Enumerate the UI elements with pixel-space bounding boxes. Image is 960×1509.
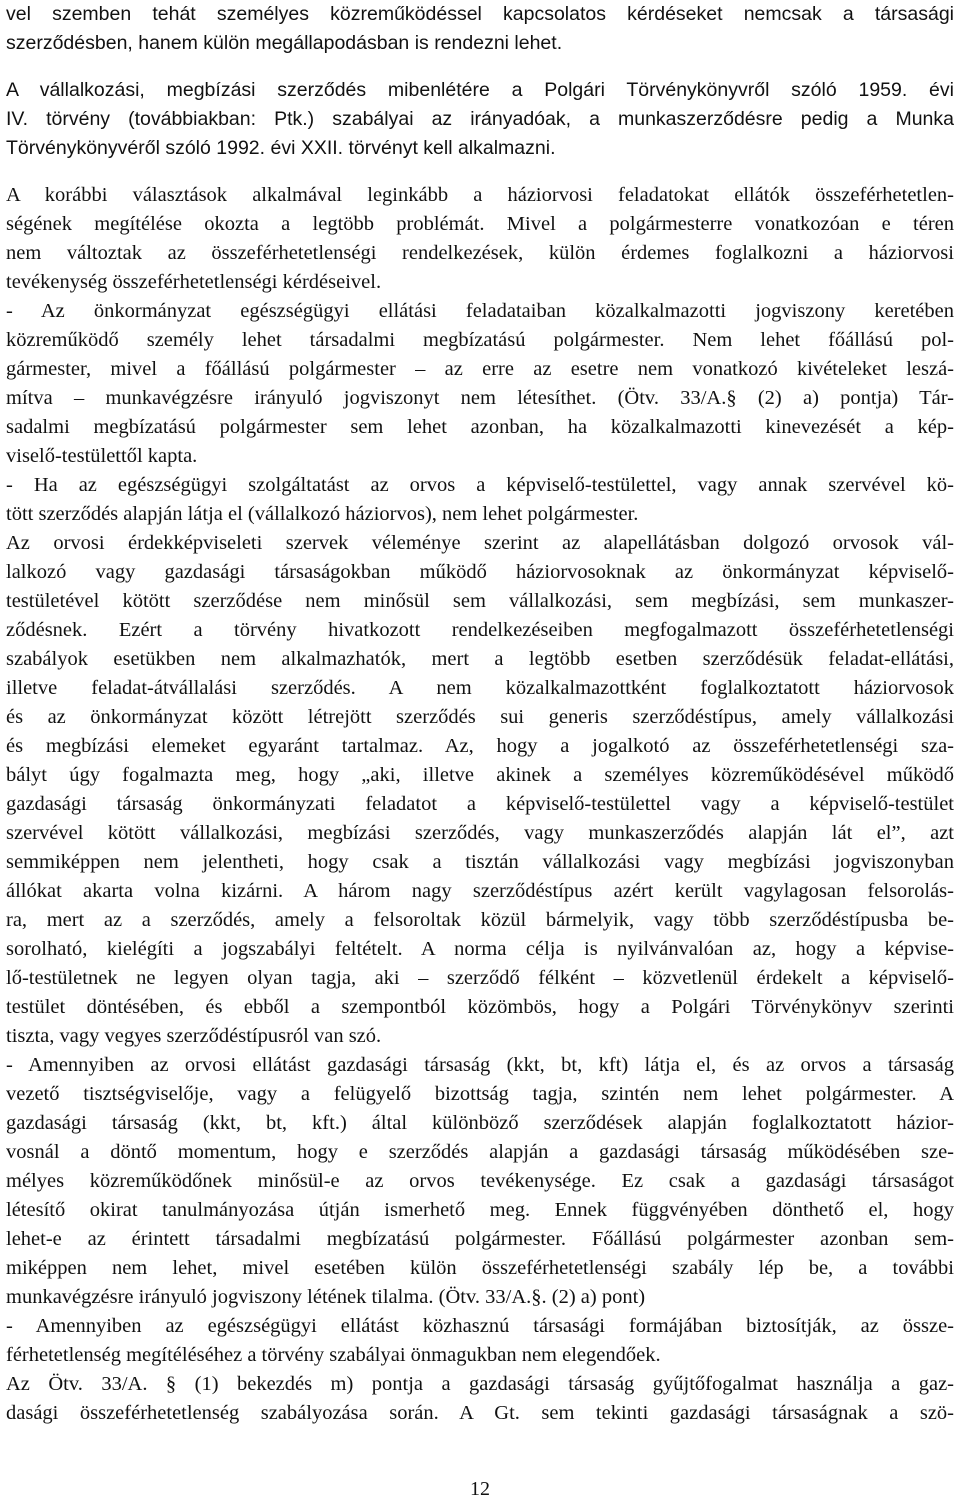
paragraph-p3: [6, 181, 954, 1428]
text-line: és az önkormányzat között létrejött szerződés sui generis szerződéstípus, amely vállalkozási: [6, 706, 954, 728]
text-line: munkavégzésre irányuló jogviszony létének tilalma. (Ötv. 33/A.§. (2) a) pont): [6, 1286, 646, 1308]
text-line: mélyes közreműködőnek minősül-e az orvos tevékenysége. Ez csak a gazdasági társaságot: [6, 1170, 954, 1192]
text-line: tevékenység összeférhetetlenségi kérdéseivel.: [6, 271, 382, 293]
paragraph-p2: [6, 76, 954, 163]
text-line: vezető tisztségviselője, vagy a felügyelő bizottság tagja, szintén nem lehet polgármester. A: [6, 1083, 954, 1105]
text-line: Törvénykönyvéről szóló 1992. évi XXII. törvényt kell alkalmazni.: [6, 137, 556, 159]
text-line: sorolható, kielégíti a jogszabályi feltételt. A norma célja is nyilvánvalóan az, hogy a képvise-: [6, 938, 954, 960]
text-line: viselő-testülettől kapta.: [6, 445, 198, 467]
document-body: [6, 0, 954, 1428]
text-line: - Ha az egészségügyi szolgáltatást az orvos a képviselő-testülettel, vagy annak szervével kö-: [6, 474, 954, 496]
text-line: nem változtak az összeférhetetlenségi rendelkezések, külön érdemes foglalkozni a háziorvosi: [6, 242, 954, 264]
text-line: lő-testületnek ne legyen olyan tagja, aki – szerződő félként – közvetlenül érdekelt a képviselő-: [6, 967, 954, 989]
text-line: szerződésben, hanem külön megállapodásban is rendezni lehet.: [6, 32, 563, 54]
paragraph-p1: [6, 0, 954, 58]
text-line: A korábbi választások alkalmával leginkább a háziorvosi feladatokat ellátók összeférhetetlen-: [6, 184, 954, 206]
text-line: ra, mert az a szerződés, amely a felsoroltak közül bármelyik, vagy több szerződéstípusba be-: [6, 909, 954, 931]
text-line: lalkozó vagy gazdasági társaságokban működő háziorvosoknak az önkormányzat képviselő-: [6, 561, 954, 583]
text-line: - Az önkormányzat egészségügyi ellátási feladataiban közalkalmazotti jogviszony keretében: [6, 300, 954, 322]
text-line: gazdasági társaság önkormányzati feladatot a képviselő-testülettel vagy a képviselő-testület: [6, 793, 954, 815]
text-line: Az Ötv. 33/A. § (1) bekezdés m) pontja a gazdasági társaság gyűjtőfogalmat használja a gaz-: [6, 1373, 954, 1395]
text-line: gármester, mivel a főállású polgármester – az erre az esetre nem vonatkozó kivételeket leszá-: [6, 358, 954, 380]
text-line: dasági összeférhetetlenség szabályozása során. A Gt. sem tekinti gazdasági társaságnak a szö-: [6, 1402, 954, 1424]
text-line: ződésnek. Ezért a törvény hivatkozott rendelkezéseiben megfogalmazott összeférhetetlenségi: [6, 619, 954, 641]
text-line: létesítő okirat tanulmányozása útján ismerhető meg. Ennek függvényében dönthető el, hogy: [6, 1199, 954, 1221]
text-line: miképpen nem lehet, mivel esetében külön összeférhetetlenségi szabály lép be, a további: [6, 1257, 954, 1279]
text-line: Az orvosi érdekképviseleti szervek véleménye szerint az alapellátásban dolgozó orvosok vál-: [6, 532, 954, 554]
text-line: állókat akarta volna kizárni. A három nagy szerződéstípus azért került vagylagosan felsorolás-: [6, 880, 954, 902]
text-line: férhetetlenség megítéléséhez a törvény szabályai önmagukban nem elegendőek.: [6, 1344, 661, 1366]
text-line: gazdasági társaság (kkt, bt, kft.) által különböző szerződések alapján foglalkoztatott házior-: [6, 1112, 954, 1134]
text-line: IV. törvény (továbbiakban: Ptk.) szabályai az irányadóak, a munkaszerződésre pedig a Munka: [6, 108, 954, 130]
text-line: ségének megítélése okozta a legtöbb problémát. Mivel a polgármesterre vonatkozóan e téren: [6, 213, 954, 235]
text-line: sadalmi megbízatású polgármester sem lehet azonban, ha közalkalmazotti kinevezését a kép-: [6, 416, 954, 438]
text-line: semmiképpen nem jelentheti, hogy csak a tisztán vállalkozási vagy megbízási jogviszonyban: [6, 851, 954, 873]
text-line: illetve feladat-átvállalási szerződés. A nem közalkalmazottként foglalkoztatott háziorvosok: [6, 677, 954, 699]
text-line: vosnál a döntő momentum, hogy e szerződés alapján a gazdasági társaság működésében sze-: [6, 1141, 954, 1163]
text-line: lehet-e az érintett társadalmi megbízatású polgármester. Főállású polgármester azonban sem-: [6, 1228, 954, 1250]
paragraph-gap: [6, 58, 954, 76]
text-line: és megbízási elemeket egyaránt tartalmaz. Az, hogy a jogalkotó az összeférhetetlenségi sza-: [6, 735, 954, 757]
text-line: A vállalkozási, megbízási szerződés mibenlétére a Polgári Törvénykönyvről szóló 1959. évi: [6, 79, 954, 101]
text-line: közreműködő személy lehet társadalmi megbízatású polgármester. Nem lehet főállású pol-: [6, 329, 954, 351]
text-line: vel szemben tehát személyes közreműködéssel kapcsolatos kérdéseket nemcsak a társasági: [6, 3, 954, 25]
text-line: - Amennyiben az orvosi ellátást gazdasági társaság (kkt, bt, kft) látja el, és az orvos a társaság: [6, 1054, 954, 1076]
text-line: tiszta, vagy vegyes szerződéstípusról van szó.: [6, 1025, 382, 1047]
text-line: testületével kötött szerződése nem minősül sem vállalkozási, sem megbízási, sem munkaszer-: [6, 590, 954, 612]
text-line: szervével kötött vállalkozási, megbízási szerződés, vagy munkaszerződés alapján lát el”, azt: [6, 822, 954, 844]
text-line: testület döntésében, és ebből a szempontból közömbös, hogy a Polgári Törvénykönyv szerinti: [6, 996, 954, 1018]
text-line: tött szerződés alapján látja el (vállalkozó háziorvos), nem lehet polgármester.: [6, 503, 639, 525]
document-page: [6, 0, 954, 1428]
page-number: 12: [470, 1478, 490, 1500]
text-line: mítva – munkavégzésre irányuló jogviszonyt nem létesíthet. (Ötv. 33/A.§ (2) a) pontja) Tár-: [6, 387, 954, 409]
text-line: szabályok esetükben nem alkalmazhatók, mert a legtöbb esetben szerződésük feladat-ellátási,: [6, 648, 954, 670]
paragraph-gap: [6, 163, 954, 181]
text-line: - Amennyiben az egészségügyi ellátást közhasznú társasági formájában biztosítják, az össze-: [6, 1315, 954, 1337]
text-line: bályt úgy fogalmazta meg, hogy „aki, illetve akinek a személyes közreműködésével működő: [6, 764, 954, 786]
